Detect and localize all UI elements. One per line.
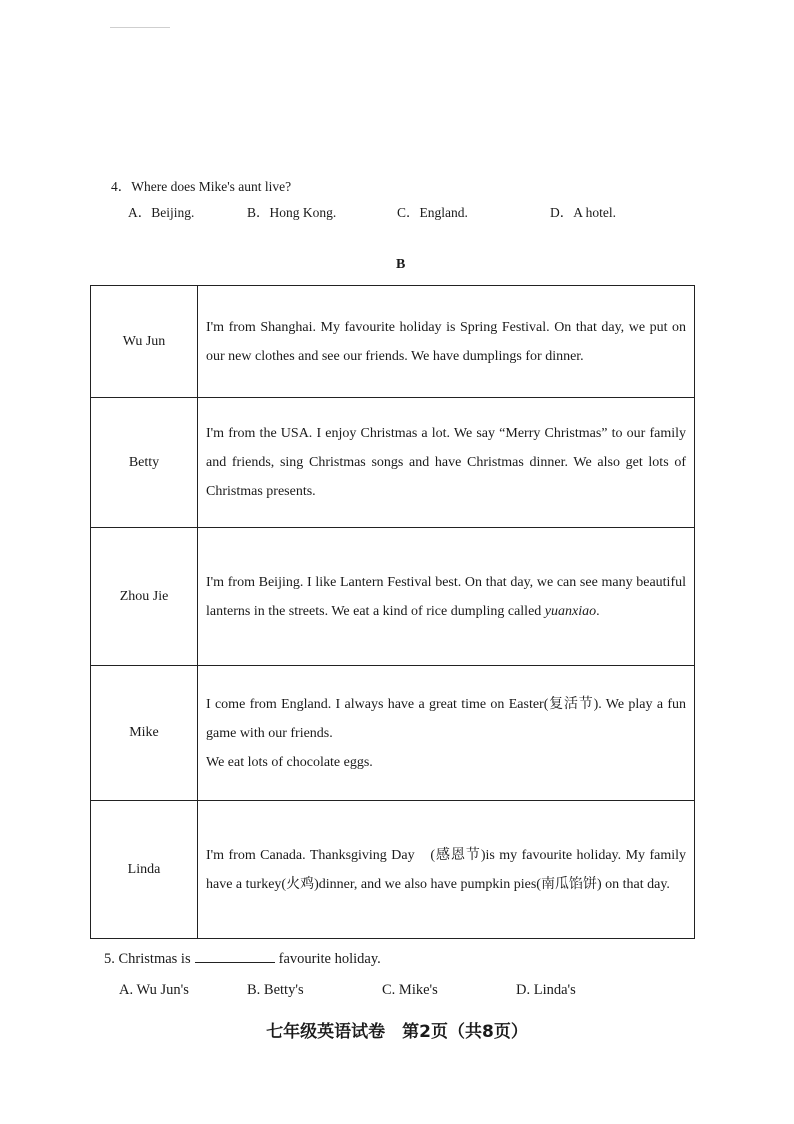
- row-name: Wu Jun: [91, 286, 198, 398]
- description-text: We eat lots of chocolate eggs.: [206, 754, 373, 770]
- question-5-text: [104, 950, 381, 968]
- question-5-option-b: B. Betty's: [247, 982, 304, 998]
- row-name: Betty: [91, 398, 198, 528]
- row-description: [198, 801, 695, 939]
- table-row: [91, 801, 695, 939]
- row-description: [198, 286, 695, 398]
- table-row: [91, 666, 695, 801]
- row-description: [198, 528, 695, 666]
- description-text: I come from England. I always have a great time on Easter(复活节). We play a fun game with our friends.: [206, 696, 686, 741]
- row-description: [198, 398, 695, 528]
- description-text: I'm from Beijing. I like Lantern Festival best. On that day, we can see many beautiful lanterns in the streets. We eat a kind of rice dumpling called: [206, 574, 686, 619]
- description-tail: .: [596, 603, 600, 619]
- question-5-option-c: C. Mike's: [382, 982, 438, 998]
- description-text: I'm from Canada. Thanksgiving Day (感恩节)is my favourite holiday. My family have a turkey(火鸡)dinner, and we also have pumpkin pies(南瓜馅饼) on that day.: [206, 847, 686, 892]
- table-row: [91, 286, 695, 398]
- row-description: [198, 666, 695, 801]
- row-name: Mike: [91, 666, 198, 801]
- holiday-table: [90, 285, 695, 939]
- row-name: Linda: [91, 801, 198, 939]
- question-4-option-b: B．Hong Kong.: [247, 205, 337, 220]
- question-4-option-c: C．England.: [397, 205, 468, 220]
- page-footer: 七年级英语试卷 第2页（共8页）: [266, 1022, 528, 1042]
- section-title: B: [396, 257, 406, 272]
- scan-artifact-line: [110, 27, 170, 28]
- description-text: I'm from Shanghai. My favourite holiday is Spring Festival. On that day, we put on our new clothes and see our friends. We have dumplings for dinner.: [206, 319, 686, 364]
- question-4-option-d: D．A hotel.: [550, 205, 616, 220]
- question-5-suffix: favourite holiday.: [278, 951, 381, 967]
- description-text: I'm from the USA. I enjoy Christmas a lot. We say “Merry Christmas” to our family and friends, sing Christmas songs and have Christmas dinner. We also get lots of Christmas presents.: [206, 426, 686, 499]
- table-row: [91, 398, 695, 528]
- row-name: Zhou Jie: [91, 528, 198, 666]
- question-5-prefix: 5. Christmas is: [104, 951, 191, 967]
- question-4-text: 4．Where does Mike's aunt live?: [111, 179, 292, 194]
- table-row: [91, 528, 695, 666]
- answer-blank: [195, 950, 275, 963]
- question-4-option-a: A．Beijing.: [128, 205, 195, 220]
- description-italic-word: yuanxiao: [544, 603, 597, 619]
- question-5-option-a: A. Wu Jun's: [119, 982, 189, 998]
- question-5-option-d: D. Linda's: [516, 982, 576, 998]
